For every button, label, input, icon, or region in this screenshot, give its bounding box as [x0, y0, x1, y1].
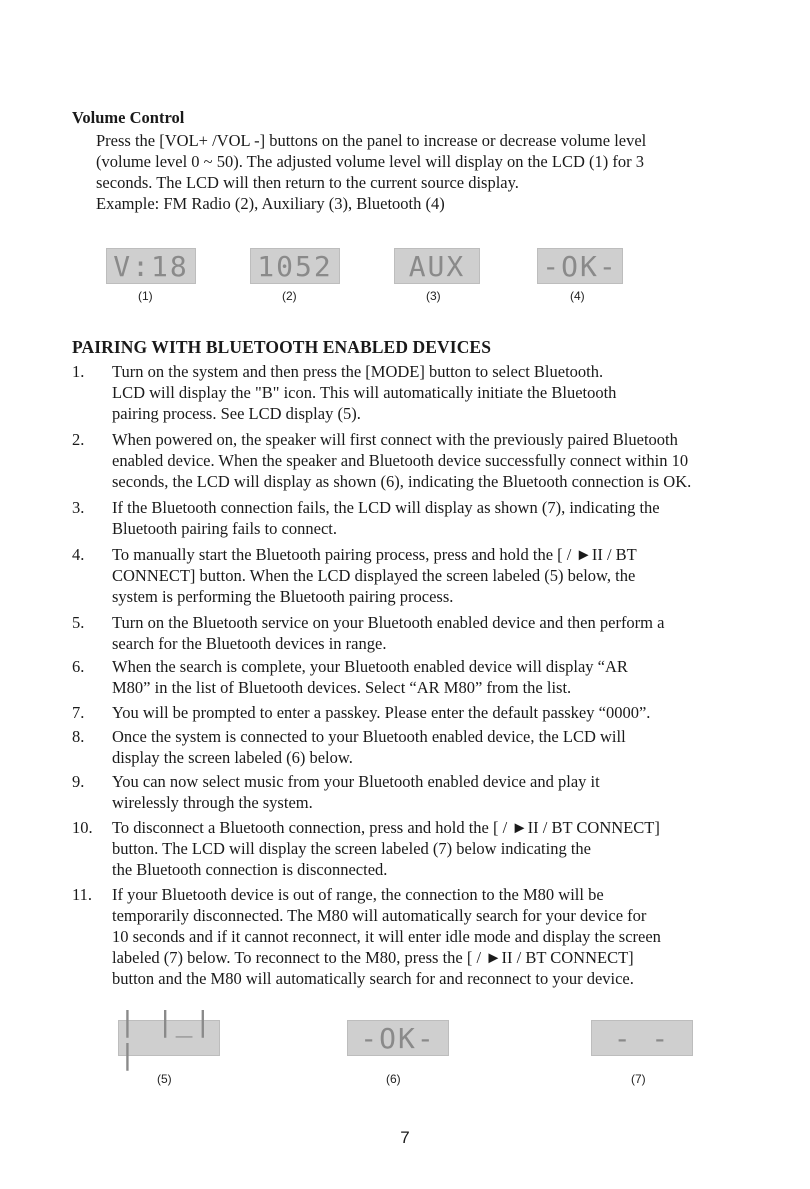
text-line: wirelessly through the system. [112, 793, 313, 812]
lcd-display-7: - - [591, 1020, 693, 1056]
text-line: (volume level 0 ~ 50). The adjusted volume level will display on the LCD (1) for 3 [96, 152, 644, 171]
text-line: Example: FM Radio (2), Auxiliary (3), Bluetooth (4) [96, 194, 445, 213]
text-line: button and the M80 will automatically search for and reconnect to your device. [112, 969, 634, 988]
text-line: seconds. The LCD will then return to the current source display. [96, 173, 519, 192]
lcd-caption-7: (7) [631, 1072, 646, 1086]
lcd-caption-4: (4) [570, 289, 585, 303]
text-line: If your Bluetooth device is out of range, the connection to the M80 will be [112, 885, 604, 904]
lcd-display-4: -OK- [537, 248, 623, 284]
text-line: Once the system is connected to your Bluetooth enabled device, the LCD will [112, 727, 626, 746]
text-line: Press the [VOL+ /VOL -] buttons on the panel to increase or decrease volume level [96, 131, 647, 150]
text-line: seconds, the LCD will display as shown (6), indicating the Bluetooth connection is OK. [112, 472, 692, 491]
lcd-caption-6: (6) [386, 1072, 401, 1086]
text-line: When powered on, the speaker will first connect with the previously paired Bluetooth [112, 430, 678, 449]
list-number: 10. [72, 818, 93, 837]
lcd-display-1: V:18 [106, 248, 196, 284]
list-number: 6. [72, 657, 85, 676]
text-line: pairing process. See LCD display (5). [112, 404, 361, 423]
text-line: LCD will display the "B" icon. This will automatically initiate the Bluetooth [112, 383, 617, 402]
text-line: Bluetooth pairing fails to connect. [112, 519, 337, 538]
lcd-caption-1: (1) [138, 289, 153, 303]
text-line: button. The LCD will display the screen labeled (7) below indicating the [112, 839, 591, 858]
text-line: M80” in the list of Bluetooth devices. Select “AR M80” from the list. [112, 678, 572, 697]
lcd-display-2: 1052 [250, 248, 340, 284]
text-line: If the Bluetooth connection fails, the LCD will display as shown (7), indicating the [112, 498, 660, 517]
list-number: 1. [72, 362, 85, 381]
page-number: 7 [400, 1128, 410, 1147]
lcd-display-3: AUX [394, 248, 480, 284]
lcd-caption-2: (2) [282, 289, 297, 303]
text-line: 10 seconds and if it cannot reconnect, it will enter idle mode and display the screen [112, 927, 661, 946]
list-number: 3. [72, 498, 85, 517]
text-line: When the search is complete, your Bluetooth enabled device will display “AR [112, 657, 628, 676]
text-line: CONNECT] button. When the LCD displayed the screen labeled (5) below, the [112, 566, 636, 585]
volume-control-text [96, 130, 736, 214]
volume-control-title: Volume Control [72, 108, 185, 127]
text-line: Turn on the Bluetooth service on your Bluetooth enabled device and then perform a [112, 613, 665, 632]
list-number: 9. [72, 772, 85, 791]
lcd-caption-5: (5) [157, 1072, 172, 1086]
text-line: temporarily disconnected. The M80 will automatically search for your device for [112, 906, 647, 925]
lcd-display-6: -OK- [347, 1020, 449, 1056]
text-line: To manually start the Bluetooth pairing process, press and hold the [ / ►II / BT [112, 545, 637, 564]
list-number: 2. [72, 430, 85, 449]
text-line: search for the Bluetooth devices in range. [112, 634, 387, 653]
lcd-caption-3: (3) [426, 289, 441, 303]
text-line: Turn on the system and then press the [MODE] button to select Bluetooth. [112, 362, 604, 381]
text-line: labeled (7) below. To reconnect to the M80, press the [ / ►II / BT CONNECT] [112, 948, 634, 967]
list-number: 4. [72, 545, 85, 564]
text-line: display the screen labeled (6) below. [112, 748, 353, 767]
text-line: system is performing the Bluetooth pairing process. [112, 587, 454, 606]
text-line: You can now select music from your Bluetooth enabled device and play it [112, 772, 600, 791]
lcd-display-5: | |_| | [118, 1020, 220, 1056]
list-number: 5. [72, 613, 85, 632]
text-line: To disconnect a Bluetooth connection, press and hold the [ / ►II / BT CONNECT] [112, 818, 660, 837]
list-number: 11. [72, 885, 93, 904]
pairing-title: PAIRING WITH BLUETOOTH ENABLED DEVICES [72, 337, 492, 357]
text-line: enabled device. When the speaker and Bluetooth device successfully connect within 10 [112, 451, 689, 470]
list-number: 8. [72, 727, 85, 746]
list-number: 7. [72, 703, 85, 722]
text-line: You will be prompted to enter a passkey. Please enter the default passkey “0000”. [112, 703, 651, 722]
text-line: the Bluetooth connection is disconnected. [112, 860, 388, 879]
